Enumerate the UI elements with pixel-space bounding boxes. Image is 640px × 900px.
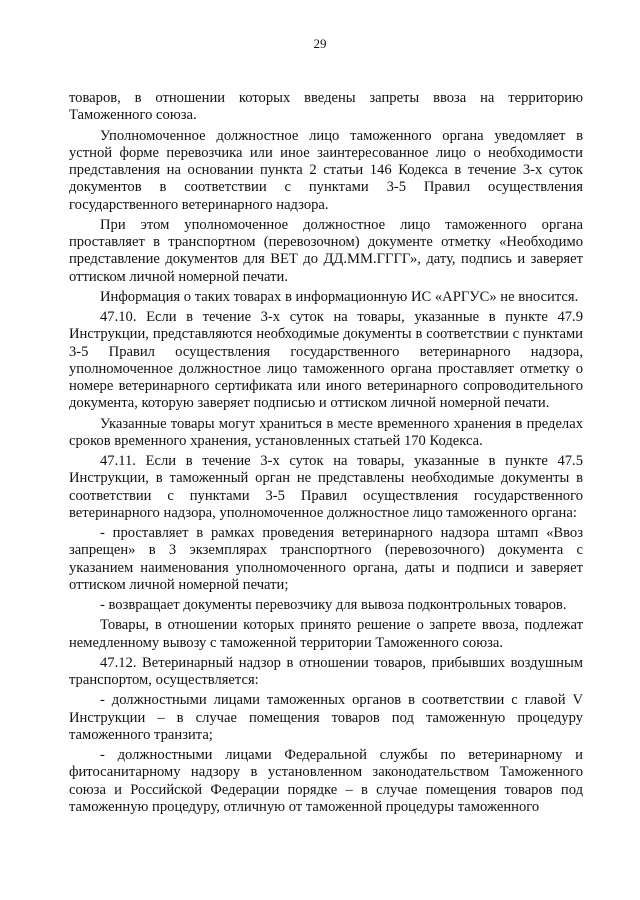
paragraph: - возвращает документы перевозчику для вывоза подконтрольных товаров. xyxy=(100,597,567,613)
paragraph: Указанные товары могут храниться в месте временного хранения в пределах сроков временного хранения, установленных статьей 170 Кодекса. xyxy=(69,415,583,449)
paragraph: 47.10. Если в течение 3-х суток на товары, указанные в пункте 47.9 Инструкции, представляются необходимые документы в соответствии с пунктами 3-5 Правил осуществления государственного ветеринарного надзора, уполномоченное должностное лицо таможенного органа проставляет отметку о номере ветеринарного сертификата или иного ветеринарного сопроводительного документа, которую заверяет подписью и оттиском личной номерной печати. xyxy=(69,309,583,412)
paragraph: Информация о таких товарах в информационную ИС «АРГУС» не вносится. xyxy=(100,288,579,305)
paragraph: 47.11. Если в течение 3-х суток на товары, указанные в пункте 47.5 Инструкции, в таможенный орган не представлены необходимые документы в соответствии с пунктами 3-5 Правил осуществления государственного ветеринарного надзора, уполномоченное должностное лицо таможенного органа: xyxy=(69,453,583,521)
paragraph: Уполномоченное должностное лицо таможенного органа уведомляет в устной форме перевозчика или иное заинтересованное лицо о необходимости представления на основании пункта 2 статьи 146 Кодекса в течение 3-х суток документов в соответствии с пунктами 3-5 Правил осуществления государственного ветеринарного надзора. xyxy=(69,127,583,213)
page-number: 29 xyxy=(313,36,327,51)
paragraph: Товары, в отношении которых принято решение о запрете ввоза, подлежат немедленному вывозу с таможенной территории Таможенного союза. xyxy=(69,617,583,651)
paragraph: - проставляет в рамках проведения ветеринарного надзора штамп «Ввоз запрещен» в 3 экземплярах транспортного (перевозочного) документа с указанием наименования уполномоченного органа, даты и подписи и заверяет оттиском личной номерной печати; xyxy=(69,525,583,593)
paragraph: - должностными лицами таможенных органов в соответствии с главой V Инструкции – в случае помещения товаров под таможенную процедуру таможенного транзита; xyxy=(69,692,583,743)
paragraph: При этом уполномоченное должностное лицо таможенного органа проставляет в транспортном (перевозочном) документе отметку «Необходимо представление документов для ВЕТ до ДД.ММ.ГГГГ», дату, подпись и заверяет оттиском личной номерной печати. xyxy=(69,216,583,285)
body-text xyxy=(69,90,583,819)
paragraph: - должностными лицами Федеральной службы по ветеринарному и фитосанитарному надзору в установленном законодательством Таможенного союза и Российской Федерации порядке – в случае помещения товаров под таможенную процедуру, отличную от таможенной процедуры таможенного xyxy=(69,747,583,815)
paragraph: товаров, в отношении которых введены запреты ввоза на территорию Таможенного союза. xyxy=(69,90,583,124)
paragraph: 47.12. Ветеринарный надзор в отношении товаров, прибывших воздушным транспортом, осуществляется: xyxy=(69,654,583,688)
